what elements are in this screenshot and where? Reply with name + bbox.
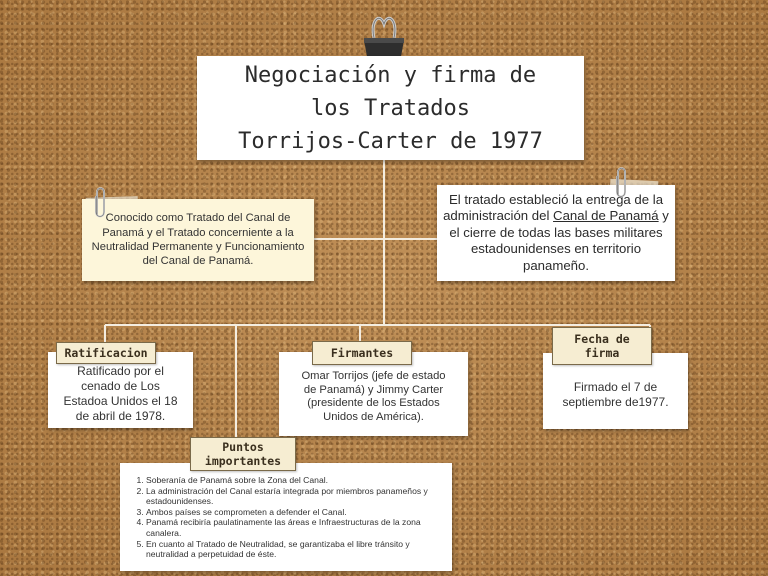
fecha-text: Firmado el 7 de septiembre de1977.	[562, 380, 669, 409]
list-item: 1. Soberanía de Panamá sobre la Zona del Canal.	[146, 475, 452, 486]
list-item: 5. En cuanto al Tratado de Neutralidad, se garantizaba el libre tránsito y neutralidad a perpetuidad de éste.	[146, 539, 452, 560]
list-item: 3. Ambos países se comprometen a defender el Canal.	[146, 507, 452, 518]
firmantes-text: Omar Torrijos (jefe de estado de Panamá) y Jimmy Carter (presidente de los Estados Unidos de América).	[301, 370, 446, 423]
puntos-box	[120, 463, 452, 571]
title-line-2: los Tratados	[311, 95, 470, 121]
left-note	[82, 199, 314, 281]
title-card	[197, 56, 584, 160]
page-title	[228, 59, 553, 158]
right-note	[437, 185, 675, 281]
fecha-label: Fecha de firma	[552, 327, 652, 365]
title-line-3: Torrijos-Carter de 1977	[238, 128, 543, 154]
right-note-text-before: El tratado estableció la entrega de la administración del	[443, 191, 664, 224]
list-item: 2. La administración del Canal estaría integrada por miembros panameños y estadounidenses.	[146, 486, 452, 507]
left-note-text: Conocido como Tratado del Canal de Panamá y el Tratado concerniente a la Neutralidad Permanente y Funcionamiento del Canal de Panamá.	[91, 212, 305, 268]
paperclip-icon	[93, 185, 107, 221]
paperclip-icon	[614, 165, 628, 201]
ratificacion-label: Ratificacion	[56, 342, 156, 364]
firmantes-label: Firmantes	[312, 341, 412, 365]
points-list	[120, 475, 452, 560]
list-item: 4. Panamá recibiría paulatinamente las áreas e Infraestructuras de la zona canalera.	[146, 517, 452, 538]
canal-link[interactable]: Canal de Panamá	[553, 208, 659, 224]
right-note-text-after: y el cierre de todas las bases militares estadounidenses en territorio panameño.	[449, 208, 669, 273]
title-line-1: Negociación y firma de	[244, 62, 537, 88]
ratificacion-text: Ratificado por el cenado de Los Estadoa Unidos el 18 de abril de 1978.	[63, 364, 178, 423]
puntos-label: Puntos importantes	[190, 437, 296, 471]
